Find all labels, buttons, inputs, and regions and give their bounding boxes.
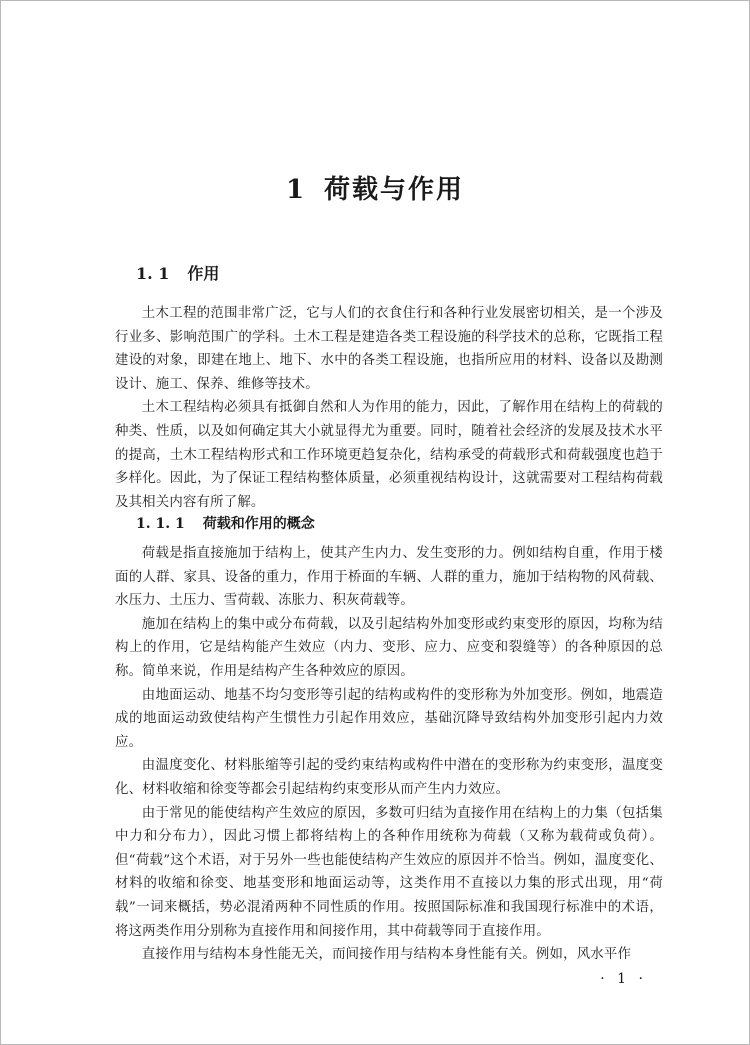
paragraph: 由于常见的能使结构产生效应的原因，多数可归结为直接作用在结构上的力集（包括集中力和分布力），因此习惯上都将结构上的各种作用统称为荷载（又称为载荷或负荷）。但“荷载”这个术语，对于另外一些也能使结构产生效应的原因并不恰当。例如，温度变化、材料的收缩和徐变、地基变形和地面运动等，这类作用不直接以力集的形式出现，用“荷载”一词来概括，势必混淆两种不同性质的作用。按照国际标准和我国现行标准中的术语，将这两类作用分别称为直接作用和间接作用，其中荷载等同于直接作用。	[115, 805, 663, 939]
section-heading	[136, 261, 219, 284]
chapter-number: 1	[285, 175, 307, 205]
section-number: 1. 1	[136, 264, 170, 283]
paragraph: 由温度变化、材料胀缩等引起的受约束结构或构件中潜在的变形称为约束变形，温度变化、材料收缩和徐变等都会引起结构约束变形从而产生内力效应。	[115, 758, 663, 797]
section-title: 作用	[187, 264, 220, 283]
paragraph: 施加在结构上的集中或分布荷载，以及引起结构外加变形或约束变形的原因，均称为结构上的作用，它是结构能产生效应（内力、变形、应力、应变和裂缝等）的各种原因的总称。简单来说，作用是结构产生各种效应的原因。	[115, 616, 663, 679]
paragraph: 由地面运动、地基不均匀变形等引起的结构或构件的变形称为外加变形。例如，地震造成的地面运动致使结构产生惯性力引起作用效应，基础沉降导致结构外加变形引起内力效应。	[115, 687, 663, 750]
paragraph: 直接作用与结构本身性能无关，而间接作用与结构本身性能有关。例如，风水平作	[141, 947, 632, 963]
subsection-title: 荷载和作用的概念	[202, 516, 315, 532]
chapter-title-text: 荷载与作用	[324, 175, 465, 205]
subsection-number: 1. 1. 1	[136, 516, 185, 532]
section-body	[115, 302, 663, 514]
paragraph: 荷载是指直接施加于结构上，使其产生内力、发生变形的力。例如结构自重，作用于楼面的人群、家具、设备的重力，作用于桥面的车辆、人群的重力，施加于结构物的风荷载、水压力、土压力、雪荷载、冻胀力、积灰荷载等。	[115, 546, 663, 609]
subsection-heading	[136, 513, 315, 533]
paragraph: 土木工程结构必须具有抵御自然和人为作用的能力，因此，了解作用在结构上的荷载的种类、性质，以及如何确定其大小就显得尤为重要。同时，随着社会经济的发展及技术水平的提高，土木工程结构形式和工作环境更趋复杂化，结构承受的荷载形式和荷载强度也趋于多样化。因此，为了保证工程结构整体质量，必须重视结构设计，这就需要对工程结构荷载及其相关内容有所了解。	[115, 400, 663, 510]
paragraph: 土木工程的范围非常广泛，它与人们的衣食住行和各种行业发展密切相关，是一个涉及行业多、影响范围广的学科。土木工程是建造各类工程设施的科学技术的总称，它既指工程建设的对象，即建在地上、地下、水中的各类工程设施，也指所应用的材料、设备以及勘测设计、施工、保养、维修等技术。	[115, 306, 663, 392]
chapter-title	[1, 169, 749, 206]
subsection-body	[115, 542, 663, 967]
page-number: · 1 ·	[600, 971, 647, 987]
